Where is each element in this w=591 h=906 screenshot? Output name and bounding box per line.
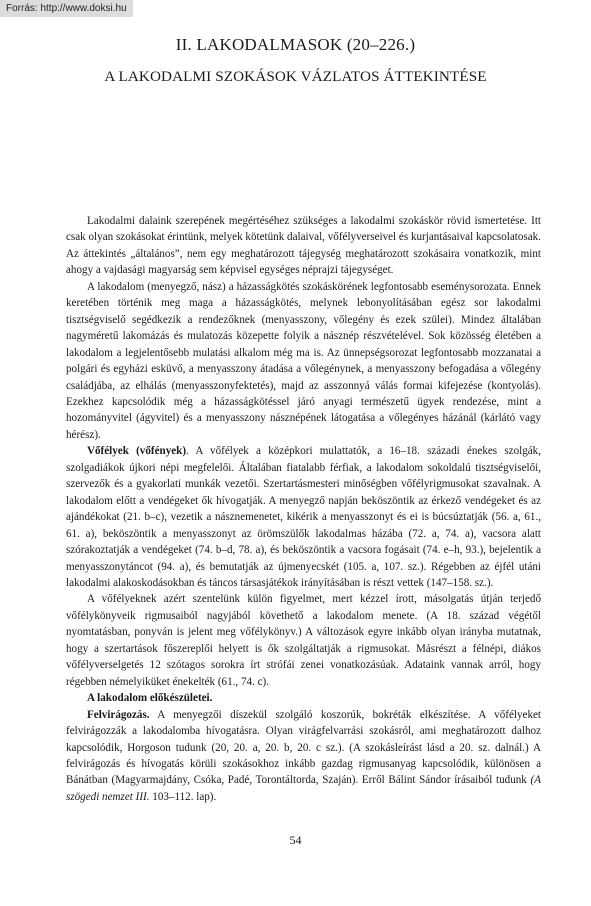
vofelyek-text: . A vőfélyek a középkori mulattatók, a 16–18. századi énekes szolgák, szolgadiákok újkori népi megfelelői. Általában fiatalabb férfiak, a lakodalom sokoldalú tisztségviselői, szervezők és a gyakorlati munkák vezetői. Szertartásmesteri minőségben vőfélyrigmusokat szavalnak. A lakodalom előtt a vendégeket ők hívogatják. A menyegző napján beköszöntik az érkező vendégeket és az ajándékokat (21. b–c), vezetik a násznemenetet, kikérik a menyasszonyt és ei is búcsúztatják (56. a, 61., 61. a), beköszöntik a menyasszonyt az örömszülők lakodalmas házába (72. a, 74. a), vacsora alatt szórakoztatják a vendégeket (74. b–d, 78. a), és beköszöntik a vacsora fogásait (74. e–h, 93.), bejelentik a menyasszonytáncot (94. a), és bemutatják az újmenyecskét (105. a, 107. sz.). Régebben az éjfél utáni lakodalmi alakoskodásokban és táncos társasjátékok irányításában is részt vettek (147–158. sz.). [66, 445, 541, 589]
citation-pages: 103–112. lap). [149, 790, 217, 803]
paragraph-intro: Lakodalmi dalaink szerepének megértéséhez szükséges a lakodalmi szokáskör rövid ismertetése. Itt csak olyan szokásokat érintünk, melyek kötetünk dalaival, vőfélyverseivel és kurjantásaival kapcsolatosak. Az áttekintés „általános”, nem egy meghatározott tájegység meghatározott szokásaira vonatkozik, mint ahogy a vajdasági magyarság sem képvisel egységes néprajzi tájegységet. [66, 215, 541, 277]
vofelyek-heading: Vőfélyek (vőfények) [87, 445, 187, 458]
paragraph-elokeszuletek-heading: A lakodalom előkészületei. [87, 692, 213, 705]
source-label: Forrás: http://www.doksi.hu [0, 0, 133, 17]
paragraph-lakodalom: A lakodalom (menyegző, nász) a házasságkötés szokáskörének legfontosabb eseménysorozata. Ennek keretében történik meg maga a házasságkötés, melynek lebonyolításában egész sor lakodalmi tisztségviselő segédkezik a rendezőknek (menyasszony, vőlegény és ezek szülei). Mindez általában nagyméretű lakomázás és mulatozás közepette folyik a násznép részvételével. Sok közösség életében a lakodalom a legjelentősebb mulatási alkalom még ma is. Az ünnepségsorozat legfontosabb mozzanatai a polgári és egyházi esküvő, a menyasszony átadása a vőlegénynek, a menyasszony befogadása a vőlegény családjába, az elhálás (menyasszonyfektetés), majd az asszonnyá válás formai kifejezése (kontyolás). Ezekhez kapcsolódik még a házasságkötéssel járó anyagi természetű ügyek rendezése, mint a hozományvitel (ágyvitel) és a menyasszony násznépének látogatása a vőlegényes házánál (kárlátó vagy hérész). [66, 280, 541, 441]
body-text [66, 213, 541, 805]
paragraph-vofelykonyvek: A vőfélyeknek azért szentelünk külön figyelmet, mert kézzel írott, másolgatás útján terjedő vőfélykönyveik rigmusaiból nagyjából követhető a lakodalom menete. (A 18. század végétől nyomtatásban, ponyván is jelent meg vőfélykönyv.) A változások egyre inkább olyan irányba mutatnak, hogy a szertartások főszereplői helyett is ők szolgáltatják a rigmusokat. Másrészt a félnépi, diákos vőfélyverselgetés 12 szótagos sorokra írt strófái zenei vonatkozásúak. Adataink vannak arról, hogy régebben némelyiküket énekelték (61., 74. c). [66, 593, 541, 688]
felviragozas-heading: Felvirágozás. [87, 708, 150, 721]
paragraph-vofelyek [66, 443, 541, 591]
felviragozas-text: A menyegzői díszekül szolgáló koszorúk, bokréták elkészítése. A vőfélyeket felvirágozzák a lakodalomba hívogatásra. Olyan virágfelvarrási szokásról, ami meghatározott dalhoz kapcsolódik, Horgoson tudunk (20, 20. a, 20. b, 20. c sz.). (A szokásleírást lásd a 20. sz. dalnál.) A felvirágozás és hívogatás körüli szokásokhoz inkább gazdag rigmusanyag kapcsolódik, különösen a Bánátban (Magyarmajdány, Csóka, Padé, Torontáltorda, Szaján). Erről Bálint Sándor írásaiból tudunk [66, 708, 541, 787]
paragraph-felviragozas [66, 707, 541, 806]
section-title: A LAKODALMI SZOKÁSOK VÁZLATOS ÁTTEKINTÉSE [104, 68, 487, 85]
page-number: 54 [289, 833, 302, 847]
citation-title: (A szögedi nemzet III. [66, 774, 541, 803]
chapter-title: II. LAKODALMASOK (20–226.) [175, 35, 416, 54]
